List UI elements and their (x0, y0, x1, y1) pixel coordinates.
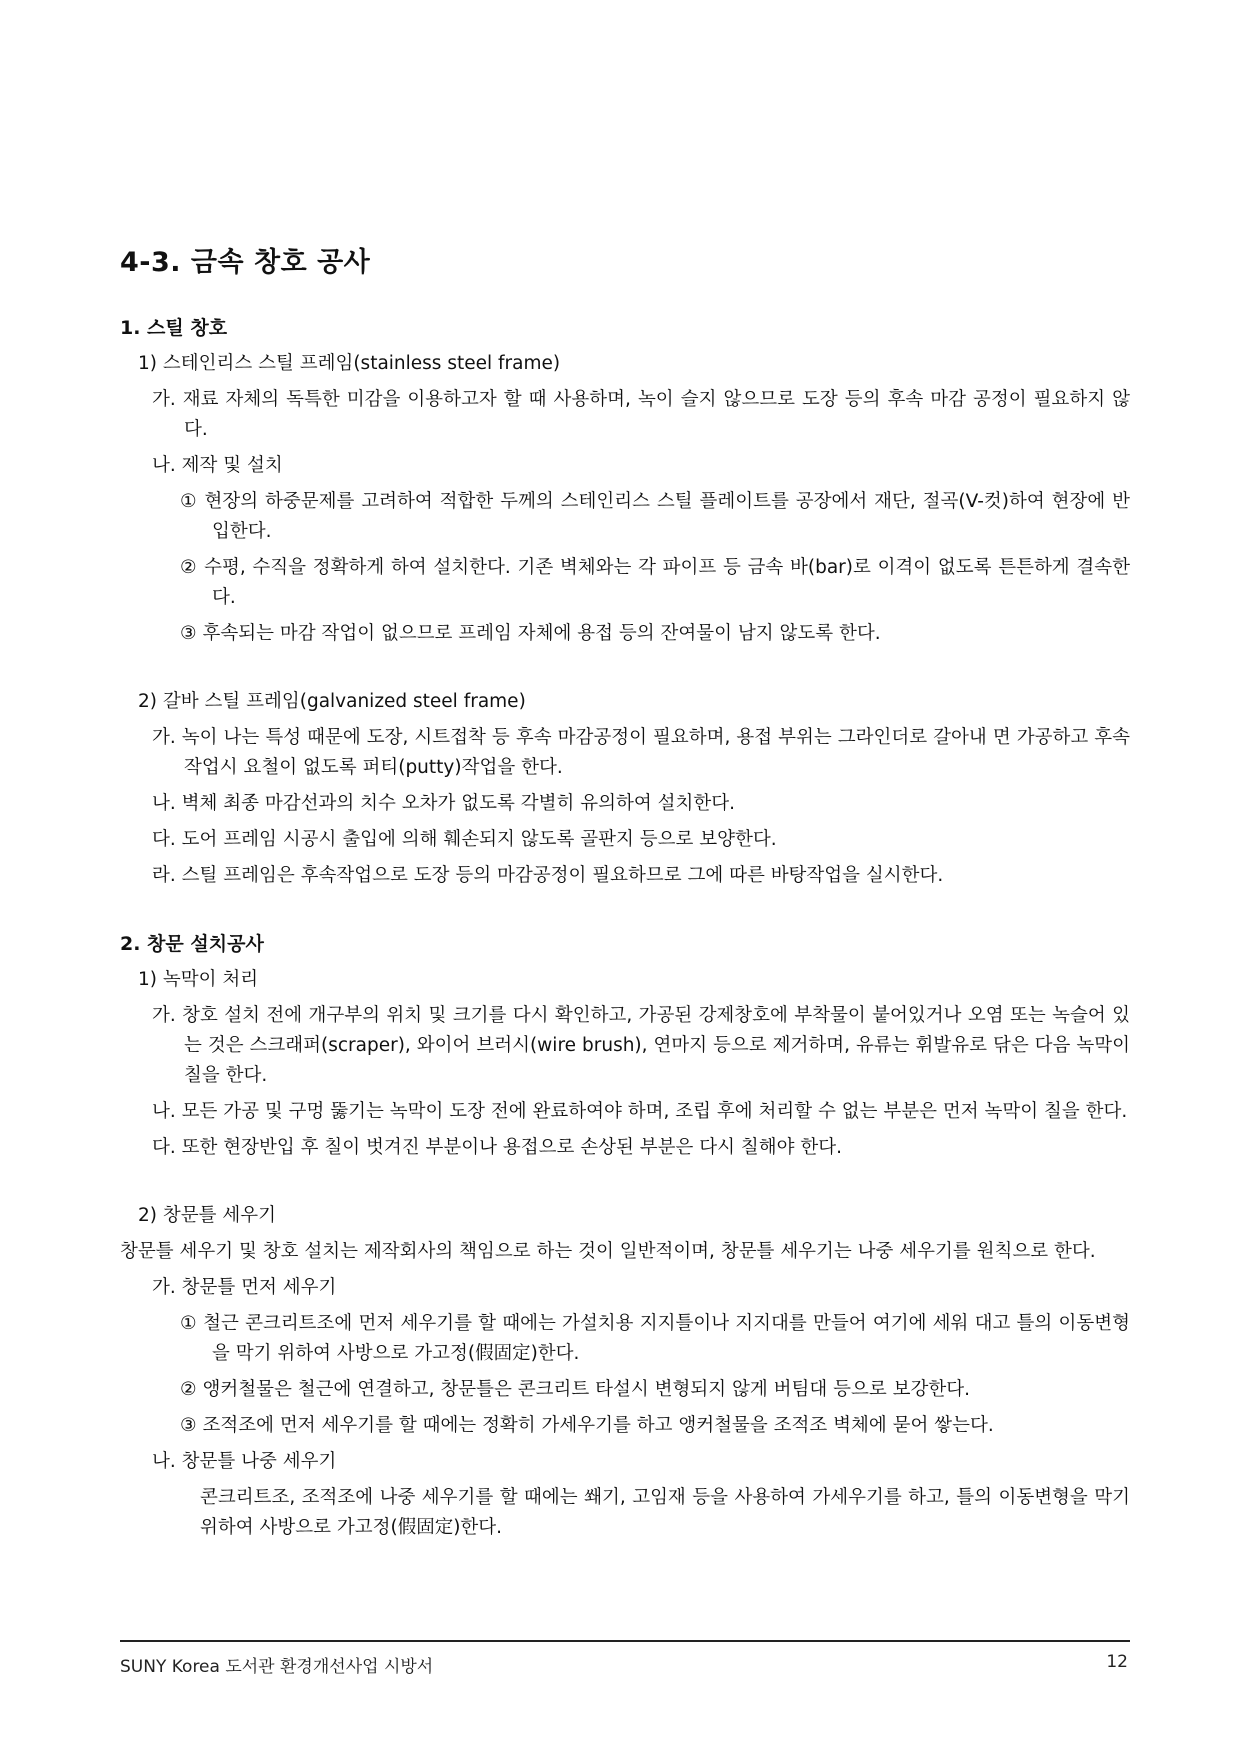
paragraph-intro: 창문틀 세우기 및 창호 설치는 제작회사의 책임으로 하는 것이 일반적이며, 창문틀 세우기는 나중 세우기를 원칙으로 한다. (120, 1241, 1096, 1262)
section-heading-steel-windows: 1. 스틸 창호 (120, 317, 228, 339)
paragraph-item: 가. 창문틀 먼저 세우기 (152, 1277, 337, 1298)
subsection-heading-frame-erection: 2) 창문틀 세우기 (138, 1205, 276, 1226)
paragraph-item: ③ 후속되는 마감 작업이 없으므로 프레임 자체에 용접 등의 잔여물이 남지 않도록 한다. (180, 623, 881, 644)
section-heading-window-installation: 2. 창문 설치공사 (120, 933, 264, 955)
paragraph-item: ③ 조적조에 먼저 세우기를 할 때에는 정확히 가세우기를 하고 앵커철물을 조적조 벽체에 묻어 쌓는다. (180, 1415, 994, 1436)
paragraph-item: 다. 도어 프레임 시공시 출입에 의해 훼손되지 않도록 골판지 등으로 보양한다. (152, 829, 777, 850)
document-body (120, 313, 1130, 1549)
paragraph-item: 나. 제작 및 설치 (152, 455, 283, 476)
paragraph-item: 나. 모든 가공 및 구멍 뚫기는 녹막이 도장 전에 완료하여야 하며, 조립 후에 처리할 수 없는 부분은 먼저 녹막이 칠을 한다. (152, 1101, 1128, 1122)
footer-document-title: SUNY Korea 도서관 환경개선사업 시방서 (120, 1657, 434, 1677)
paragraph-item: ① 현장의 하중문제를 고려하여 적합한 두께의 스테인리스 스틸 플레이트를 공장에서 재단, 절곡(V-컷)하여 현장에 반입한다. (180, 491, 1130, 542)
paragraph-item: 나. 벽체 최종 마감선과의 치수 오차가 없도록 각별히 유의하여 설치한다. (152, 793, 735, 814)
paragraph-item: ② 수평, 수직을 정확하게 하여 설치한다. 기존 벽체와는 각 파이프 등 금속 바(bar)로 이격이 없도록 튼튼하게 결속한다. (180, 557, 1130, 608)
paragraph-item: 라. 스틸 프레임은 후속작업으로 도장 등의 마감공정이 필요하므로 그에 따른 바탕작업을 실시한다. (152, 865, 944, 886)
paragraph-item: 가. 녹이 나는 특성 때문에 도장, 시트접착 등 후속 마감공정이 필요하며, 용접 부위는 그라인더로 갈아내 면 가공하고 후속 작업시 요철이 없도록 퍼티(putty)작업을 한다. (152, 727, 1130, 778)
paragraph-item: ① 철근 콘크리트조에 먼저 세우기를 할 때에는 가설치용 지지틀이나 지지대를 만들어 여기에 세워 대고 틀의 이동변형을 막기 위하여 사방으로 가고정(假固定)한다. (180, 1313, 1130, 1364)
footer-divider (120, 1640, 1130, 1642)
paragraph-item: 가. 창호 설치 전에 개구부의 위치 및 크기를 다시 확인하고, 가공된 강제창호에 부착물이 붙어있거나 오염 또는 녹슬어 있는 것은 스크래퍼(scraper), 와이어 브러시(wire brush), 연마지 등으로 제거하며, 유류는 휘발유로 닦은 다음 녹막이 칠을 한다. (152, 1005, 1130, 1086)
subsection-heading-rustproofing: 1) 녹막이 처리 (138, 969, 259, 990)
paragraph-item: 가. 재료 자체의 독특한 미감을 이용하고자 할 때 사용하며, 녹이 슬지 않으므로 도장 등의 후속 마감 공정이 필요하지 않다. (152, 389, 1130, 440)
page-title: 4-3. 금속 창호 공사 (120, 247, 371, 278)
paragraph-item: 다. 또한 현장반입 후 칠이 벗겨진 부분이나 용접으로 손상된 부분은 다시 칠해야 한다. (152, 1137, 842, 1158)
paragraph-item: 나. 창문틀 나중 세우기 (152, 1451, 337, 1472)
subsection-heading-galvanized: 2) 갈바 스틸 프레임(galvanized steel frame) (138, 691, 526, 712)
paragraph-body: 콘크리트조, 조적조에 나중 세우기를 할 때에는 쐐기, 고임재 등을 사용하여 가세우기를 하고, 틀의 이동변형을 막기 위하여 사방으로 가고정(假固定)한다. (200, 1487, 1130, 1538)
page-number: 12 (1106, 1652, 1128, 1672)
subsection-heading-stainless: 1) 스테인리스 스틸 프레임(stainless steel frame) (138, 353, 561, 374)
paragraph-item: ② 앵커철물은 철근에 연결하고, 창문틀은 콘크리트 타설시 변형되지 않게 버팀대 등으로 보강한다. (180, 1379, 971, 1400)
